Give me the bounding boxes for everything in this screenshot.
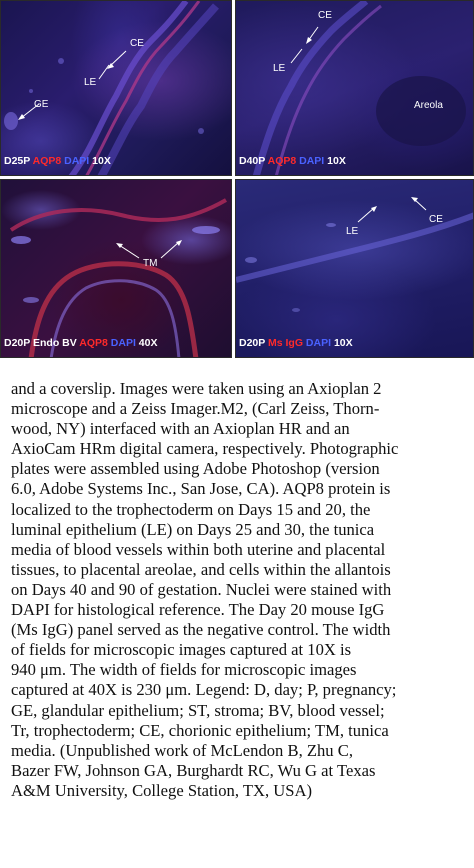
panel-label-ce: CE [318, 10, 332, 21]
text-line: wood, NY) interfaced with an Axioplan HR and an [11, 419, 350, 439]
text-line: and a coverslip. Images were taken using an Axioplan 2 [11, 379, 382, 398]
panel-label-ce: CE [429, 214, 443, 225]
panel-label-ce: CE [130, 38, 144, 49]
micrograph-panel-d40p [235, 0, 474, 176]
panel-label-le: LE [346, 226, 359, 237]
panel-caption: D20P Ms IgG DAPI 10X [239, 337, 353, 349]
tissue-texture [1, 1, 232, 176]
text-line: plates were assembled using Adobe Photoshop (version [11, 459, 380, 479]
text-line: localized to the trophectoderm on Days 15 and 20, the [11, 499, 371, 519]
micrograph-panel-d20p-endo-bv [0, 179, 232, 358]
panel-label-ge: GE [34, 99, 49, 110]
text-line: 6.0, Adobe Systems Inc., San Jose, CA). AQP8 protein is [11, 479, 391, 499]
panel-caption: D40P AQP8 DAPI 10X [239, 155, 346, 167]
text-line: media of blood vessels within both uterine and placental [11, 539, 386, 559]
text-line: luminal epithelium (LE) on Days 25 and 30, the tunica [11, 519, 375, 539]
text-line: of fields for microscopic images captured at 10X is [11, 640, 352, 660]
text-line: tissues, to placental areolae, and cells within the allantois [11, 559, 391, 579]
panel-caption: D25P AQP8 DAPI 10X [4, 155, 111, 167]
figure-legend-text [11, 379, 474, 801]
text-line: microscope and a Zeiss Imager.M2, (Carl Zeiss, Thorn- [11, 399, 380, 419]
micrograph-figure [0, 0, 474, 358]
panel-label-le: LE [84, 77, 97, 88]
tissue-texture [236, 1, 474, 176]
text-line: Tr, trophectoderm; CE, chorionic epithelium; TM, tunica [11, 720, 389, 740]
text-line: GE, glandular epithelium; ST, stroma; BV, blood vessel; [11, 700, 385, 720]
panel-label-tm: TM [143, 258, 158, 269]
text-line: media. (Unpublished work of McLendon B, Zhu C, [11, 740, 353, 760]
text-line: AxioCam HRm digital camera, respectively. Photographic [11, 439, 399, 459]
micrograph-panel-d20p-ms-igg [235, 179, 474, 358]
text-line: captured at 40X is 230 μm. Legend: D, day; P, pregnancy; [11, 680, 397, 700]
tissue-texture [1, 180, 232, 358]
text-line: 940 μm. The width of fields for microscopic images [11, 660, 357, 680]
text-line: DAPI for histological reference. The Day 20 mouse IgG [11, 600, 385, 620]
tissue-texture [236, 180, 474, 358]
text-line: on Days 40 and 90 of gestation. Nuclei were stained with [11, 579, 392, 599]
text-line: (Ms IgG) panel served as the negative control. The width [11, 620, 391, 640]
text-line: A&M University, College Station, TX, USA) [11, 780, 312, 800]
text-line: Bazer FW, Johnson GA, Burghardt RC, Wu G at Texas [11, 760, 376, 780]
panel-caption: D20P Endo BV AQP8 DAPI 40X [4, 337, 158, 349]
panel-label-le: LE [273, 63, 286, 74]
micrograph-panel-d25p [0, 0, 232, 176]
panel-label-areola: Areola [414, 100, 443, 111]
